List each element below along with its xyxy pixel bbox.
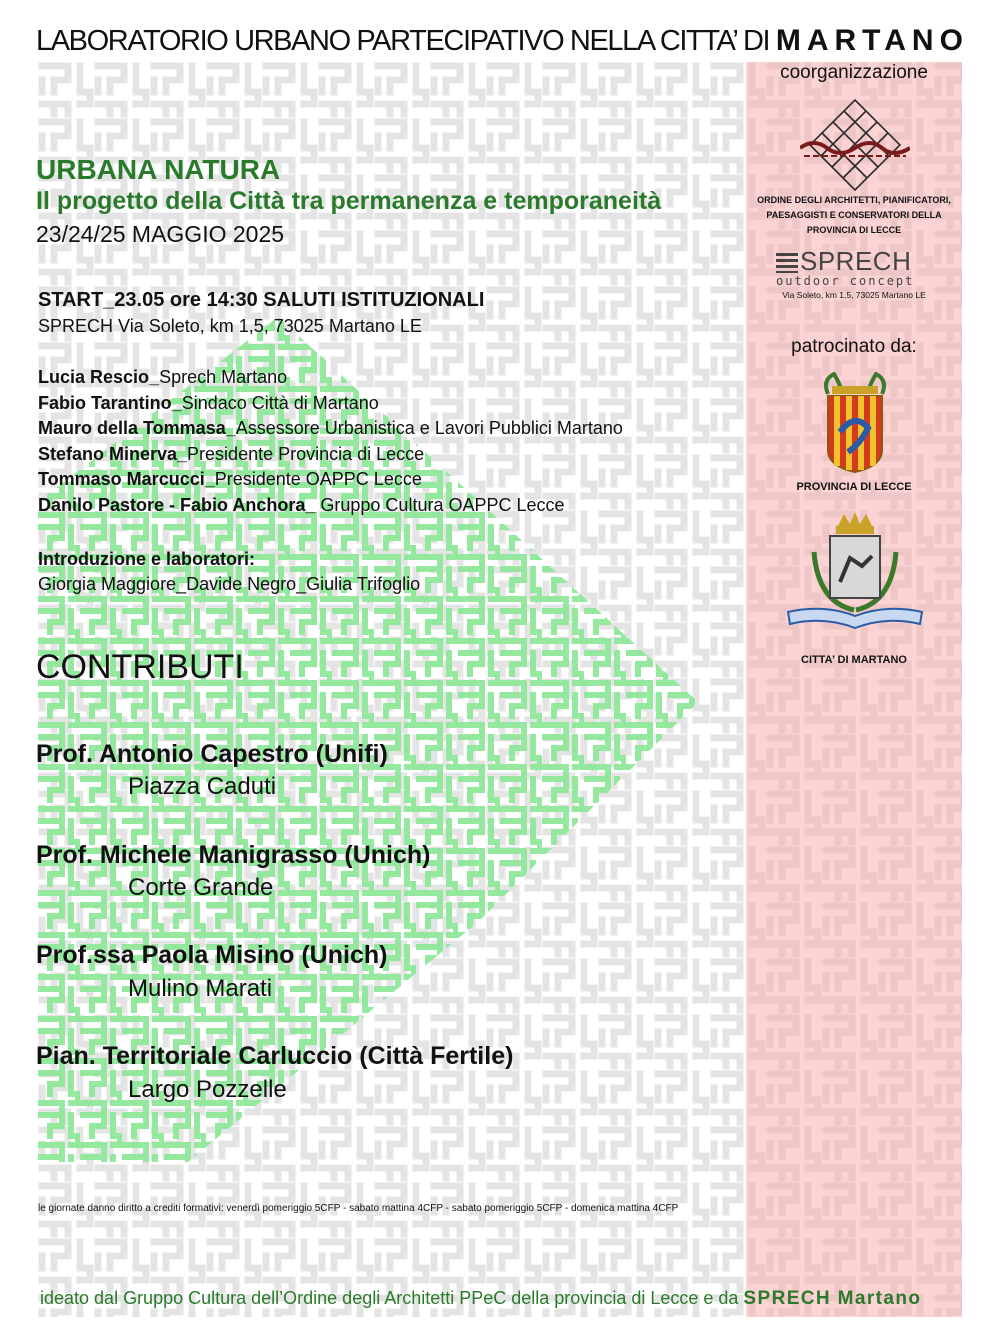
credits-note: le giornate danno diritto a crediti formativi: venerdì pomeriggio 5CFP - sabato mattina 4CFP - sabato pomeriggio 5CFP - domenica mattina 4CFP (38, 1203, 679, 1214)
ordine-name: ORDINE DEGLI ARCHITETTI, PIANIFICATORI, PAESAGGISTI E CONSERVATORI DELLA PROVINCIA DI LECCE (757, 195, 951, 235)
speaker-name: Lucia Rescio_ (38, 367, 160, 387)
speaker-name: Stefano Minerva_ (38, 444, 188, 464)
intro-names: Giorgia Maggiore_Davide Negro_Giulia Trifoglio (38, 574, 421, 594)
contributi-heading: CONTRIBUTI (36, 648, 244, 686)
martano-crest-icon (784, 512, 926, 634)
speaker-role: Sindaco Città di Martano (181, 393, 379, 413)
intro-heading: Introduzione e laboratori: (38, 549, 256, 569)
contributor-place: Mulino Marati (128, 975, 273, 1002)
contributor-name: Prof. Michele Manigrasso (Unich) (36, 841, 431, 869)
coorg-label: coorganizzazione (780, 62, 928, 83)
sprech-name: SPRECH (800, 246, 912, 276)
sprech-address: Via Soleto, km 1,5, 73025 Martano LE (782, 290, 926, 300)
event-subtitle: Il progetto della Città tra permanenza e temporaneità (36, 187, 662, 215)
event-start: START_23.05 ore 14:30 SALUTI ISTITUZIONALI (38, 289, 485, 311)
contributor-name: Prof. Antonio Capestro (Unifi) (36, 740, 388, 768)
speaker-line (38, 393, 379, 414)
speaker-line (38, 367, 287, 388)
provincia-crest-icon (818, 372, 892, 474)
contributor-name: Prof.ssa Paola Misino (Unich) (36, 941, 388, 969)
speaker-name: Mauro della Tommasa_ (38, 418, 236, 438)
speaker-line (38, 418, 623, 439)
header-prefix: LABORATORIO URBANO PARTECIPATIVO NELLA CITTA’ DI (36, 25, 770, 57)
footer (40, 1288, 921, 1310)
event-dates: 23/24/25 MAGGIO 2025 (36, 221, 285, 247)
sprech-bars-icon (776, 253, 798, 273)
footer-org: SPRECH Martano (743, 1288, 922, 1309)
contributor-place: Corte Grande (128, 874, 274, 901)
event-title: URBANA NATURA (36, 154, 281, 185)
speaker-role: Presidente OAPPC Lecce (214, 469, 422, 489)
speaker-name: Tommaso Marcucci_ (38, 469, 215, 489)
speaker-role: Sprech Martano (159, 367, 288, 387)
speaker-line (38, 444, 424, 465)
sprech-tagline: outdoor concept (776, 274, 915, 288)
contributor-name: Pian. Territoriale Carluccio (Città Fertile) (36, 1042, 514, 1070)
ordine-logo-icon (800, 96, 910, 192)
speaker-name: Fabio Tarantino_ (38, 393, 182, 413)
footer-text: ideato dal Gruppo Cultura dell’Ordine degli Architetti PPeC della provincia di Lecce e da (40, 1288, 739, 1308)
sprech-logo (776, 246, 911, 277)
event-venue: SPRECH Via Soleto, km 1,5, 73025 Martano LE (38, 316, 422, 336)
right-margin (962, 0, 1000, 1333)
contributor-place: Largo Pozzelle (128, 1076, 287, 1103)
citta-label: CITTA’ DI MARTANO (801, 654, 907, 666)
speaker-role: Assessore Urbanistica e Lavori Pubblici Martano (235, 418, 623, 438)
header-title (36, 24, 969, 58)
patrocinato-label: patrocinato da: (791, 336, 917, 357)
contributor-place: Piazza Caduti (128, 773, 277, 800)
speaker-name: Danilo Pastore - Fabio Anchora_ (38, 495, 316, 515)
header-town: MARTANO (775, 24, 969, 57)
speaker-role: Presidente Provincia di Lecce (187, 444, 425, 464)
speaker-role: Gruppo Cultura OAPPC Lecce (315, 495, 565, 515)
provincia-label: PROVINCIA DI LECCE (796, 481, 912, 493)
speaker-line (38, 469, 422, 490)
speaker-line (38, 495, 565, 516)
